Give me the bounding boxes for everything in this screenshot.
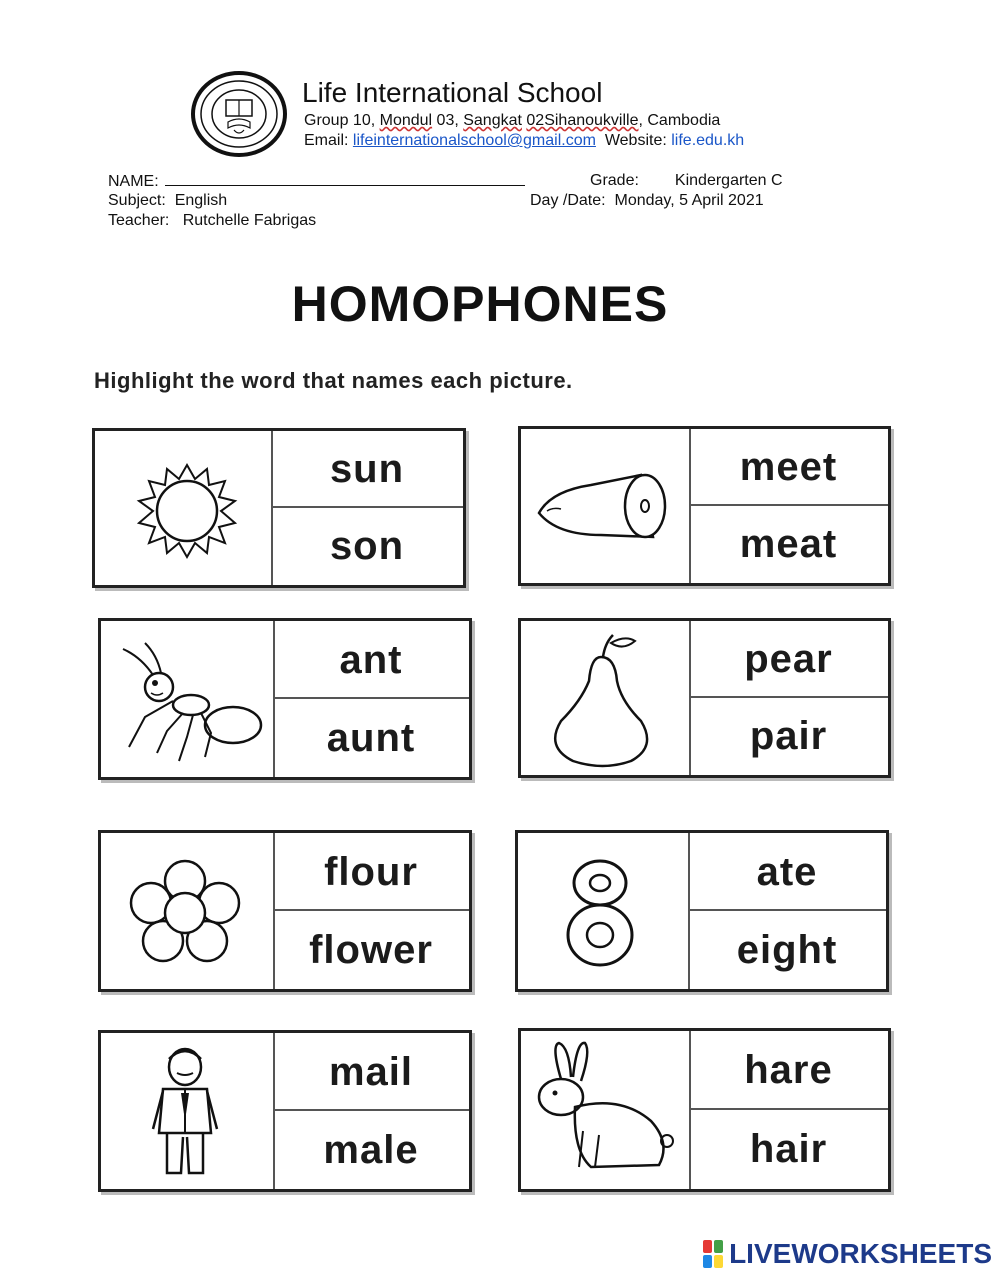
word-option[interactable]: mail bbox=[328, 1049, 414, 1094]
brand-square bbox=[714, 1255, 723, 1268]
pear-icon bbox=[521, 621, 691, 775]
word-option[interactable]: sun bbox=[329, 447, 405, 491]
contact-row: Email: lifeinternationalschool@gmail.com Website: life.edu.kh bbox=[304, 132, 745, 149]
teacher-row: Teacher: Rutchelle Fabrigas bbox=[108, 212, 317, 229]
subject-row: Subject: English bbox=[108, 192, 228, 209]
word-option[interactable]: meat bbox=[689, 504, 888, 583]
liveworksheets-brand[interactable] bbox=[703, 1234, 992, 1274]
flower-icon bbox=[101, 833, 275, 989]
word-option[interactable]: pair bbox=[689, 696, 888, 775]
school-logo bbox=[190, 70, 288, 158]
email-link[interactable]: lifeinternationalschool@gmail.com bbox=[352, 132, 596, 149]
name-row: NAME: bbox=[108, 171, 525, 192]
school-address: Group 10, Mondul 03, Sangkat 02Sihanoukville, Cambodia bbox=[304, 112, 721, 129]
word-option[interactable]: aunt bbox=[273, 697, 469, 777]
word-option[interactable]: ant bbox=[339, 637, 403, 682]
word-option[interactable]: pear bbox=[744, 637, 833, 681]
card-ant bbox=[98, 618, 472, 780]
word-option[interactable]: eight bbox=[688, 909, 886, 989]
instruction-text: Highlight the word that names each picture. bbox=[94, 368, 573, 393]
card-sun bbox=[92, 428, 466, 588]
word-option[interactable]: meet bbox=[739, 445, 838, 489]
word-option[interactable]: flower bbox=[273, 909, 469, 989]
word-option[interactable]: son bbox=[271, 506, 463, 585]
eight-icon bbox=[518, 833, 690, 989]
word-option[interactable]: hair bbox=[689, 1108, 888, 1189]
word-option[interactable]: ate bbox=[756, 849, 818, 894]
card-meat bbox=[518, 426, 891, 586]
date-row: Day /Date: Monday, 5 April 2021 bbox=[530, 192, 764, 209]
word-option[interactable]: flour bbox=[324, 849, 418, 894]
word-option[interactable]: male bbox=[273, 1109, 469, 1189]
brand-square bbox=[714, 1240, 723, 1253]
sun-icon bbox=[95, 431, 273, 585]
word-option[interactable]: hare bbox=[744, 1048, 833, 1092]
worksheet-title: HOMOPHONES bbox=[291, 276, 669, 332]
brand-logo-icon bbox=[703, 1240, 723, 1268]
brand-name: LIVEWORKSHEETS bbox=[729, 1238, 992, 1269]
card-flower bbox=[98, 830, 472, 992]
website-link[interactable]: life.edu.kh bbox=[671, 132, 745, 149]
card-eight bbox=[515, 830, 889, 992]
name-blank[interactable] bbox=[165, 171, 525, 186]
ant-icon bbox=[101, 621, 275, 777]
card-hare bbox=[518, 1028, 891, 1192]
card-man bbox=[98, 1030, 472, 1192]
man-icon bbox=[101, 1033, 275, 1189]
grade-row: Grade: Kindergarten C bbox=[590, 172, 783, 189]
meat-icon bbox=[521, 429, 691, 583]
brand-square bbox=[703, 1240, 712, 1253]
hare-icon bbox=[521, 1031, 691, 1189]
school-name: Life International School bbox=[302, 77, 603, 108]
card-pear bbox=[518, 618, 891, 778]
brand-square bbox=[703, 1255, 712, 1268]
